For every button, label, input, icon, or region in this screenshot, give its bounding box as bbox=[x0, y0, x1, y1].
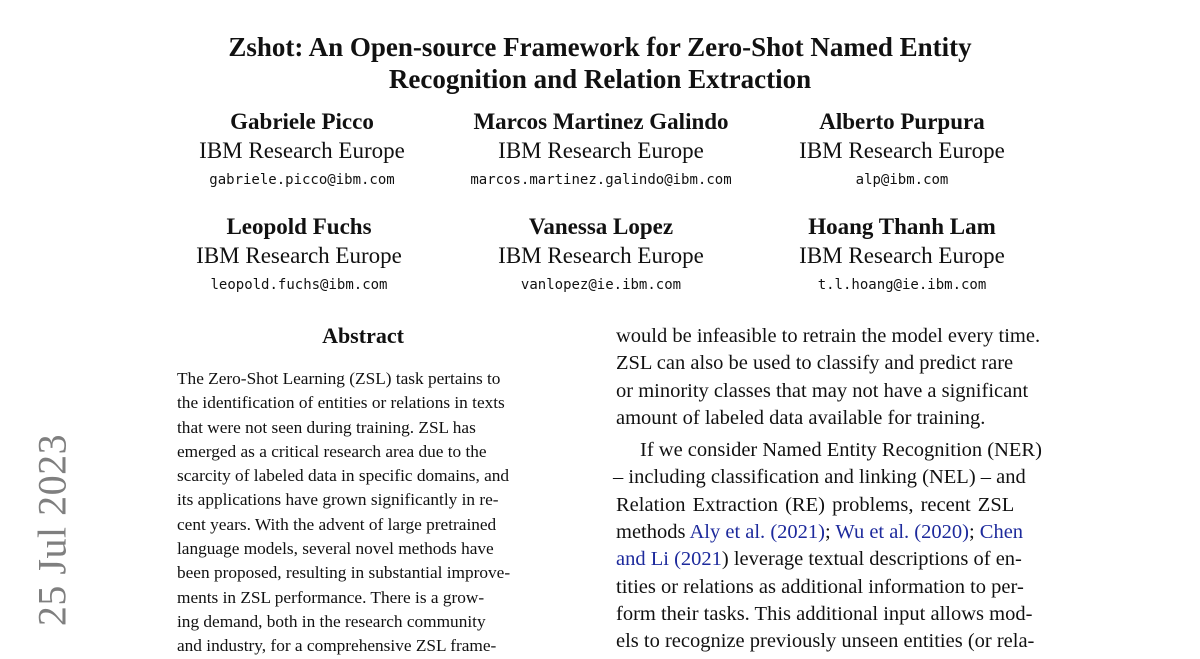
abstract-line: scarcity of labeled data in specific domains, and bbox=[177, 466, 510, 486]
author-email: gabriele.picco@ibm.com bbox=[209, 172, 395, 188]
author-affiliation: IBM Research Europe bbox=[799, 243, 1005, 268]
author-name: Gabriele Picco bbox=[230, 109, 374, 134]
author-name: Hoang Thanh Lam bbox=[808, 214, 996, 239]
abstract-line: the identification of entities or relations in texts bbox=[177, 393, 505, 413]
author-affiliation: IBM Research Europe bbox=[199, 138, 405, 163]
author-block bbox=[441, 213, 761, 299]
author-block bbox=[441, 108, 761, 194]
citation-year: 2020 bbox=[921, 521, 963, 544]
citation-link-chen[interactable] bbox=[980, 521, 1023, 543]
body-line bbox=[616, 546, 1060, 573]
abstract-line: emerged as a critical research area due to the bbox=[177, 441, 487, 461]
body-line: – including classification and linking (NEL) – and bbox=[613, 466, 1026, 489]
author-affiliation: IBM Research Europe bbox=[498, 138, 704, 163]
title-line-1: Zshot: An Open-source Framework for Zero-Shot Named Entity bbox=[228, 32, 972, 62]
abstract-line: and industry, for a comprehensive ZSL frame- bbox=[177, 636, 497, 656]
abstract-line: been proposed, resulting in substantial improve- bbox=[177, 563, 511, 583]
citation-author: and Li bbox=[616, 548, 669, 571]
abstract-line: ing demand, both in the research community bbox=[177, 611, 486, 631]
abstract-line: The Zero-Shot Learning (ZSL) task pertains to bbox=[177, 369, 501, 388]
body-line: tities or relations as additional information to per- bbox=[616, 575, 1024, 598]
body-line: form their tasks. This additional input allows mod- bbox=[616, 602, 1033, 625]
body-line: methods Aly et al. (2021); Wu et al. (2020); Chen bbox=[616, 521, 1024, 544]
body-line: ZSL can also be used to classify and predict rare bbox=[616, 352, 1014, 375]
abstract-line: ments in ZSL performance. There is a grow- bbox=[177, 587, 485, 607]
body-text: Relation Extraction (RE) problems, recent ZSL bbox=[616, 493, 1015, 516]
author-block bbox=[742, 213, 1062, 299]
author-affiliation: IBM Research Europe bbox=[799, 138, 1005, 163]
abstract-line: that were not seen during training. ZSL has bbox=[177, 417, 476, 437]
citation-author: Aly et al. bbox=[689, 521, 766, 544]
citation-author: Wu et al. bbox=[835, 521, 910, 544]
body-right-column bbox=[613, 323, 1060, 656]
citation-year: 2021 bbox=[680, 548, 722, 571]
author-email: marcos.martinez.galindo@ibm.com bbox=[470, 172, 732, 188]
body-line bbox=[616, 492, 1060, 519]
citation-link-chen-cont[interactable]: and Li (2021 bbox=[616, 548, 722, 571]
author-email: alp@ibm.com bbox=[855, 172, 949, 188]
author-name: Alberto Purpura bbox=[819, 109, 985, 134]
author-block bbox=[142, 108, 462, 194]
abstract-body bbox=[177, 367, 549, 659]
citation-link-wu[interactable]: Wu et al. (2020) bbox=[835, 521, 969, 544]
title-line-2: Recognition and Relation Extraction bbox=[388, 64, 812, 94]
author-block bbox=[742, 108, 1062, 194]
author-name: Marcos Martinez Galindo bbox=[473, 109, 729, 134]
author-block bbox=[139, 213, 459, 299]
author-affiliation: IBM Research Europe bbox=[196, 243, 402, 268]
body-line: would be infeasible to retrain the model every time. bbox=[616, 325, 1041, 347]
author-email: leopold.fuchs@ibm.com bbox=[210, 277, 388, 293]
body-line bbox=[616, 437, 1060, 464]
body-text: methods bbox=[616, 521, 690, 544]
body-line: amount of labeled data available for training. bbox=[616, 406, 986, 429]
paper-title bbox=[150, 31, 1050, 95]
arxiv-date-stamp: 25 Jul 2023 bbox=[29, 433, 75, 627]
citation-link-aly[interactable]: Aly et al. (2021) bbox=[689, 521, 825, 544]
abstract-line: its applications have grown significantly in re- bbox=[177, 490, 499, 510]
body-line: els to recognize previously unseen entities (or rela- bbox=[616, 630, 1035, 653]
body-text: ) leverage textual descriptions of en- bbox=[721, 548, 1022, 571]
abstract-line: cent years. With the advent of large pretrained bbox=[177, 514, 497, 534]
author-email: vanlopez@ie.ibm.com bbox=[520, 277, 682, 293]
abstract-heading: Abstract bbox=[322, 323, 404, 348]
abstract-line: language models, several novel methods have bbox=[177, 539, 494, 559]
citation-author: Chen bbox=[979, 521, 1024, 544]
body-text: If we consider Named Entity Recognition (NER) bbox=[640, 439, 1042, 462]
author-affiliation: IBM Research Europe bbox=[498, 243, 704, 268]
author-name: Vanessa Lopez bbox=[528, 214, 674, 239]
author-email: t.l.hoang@ie.ibm.com bbox=[817, 277, 987, 293]
citation-year: 2021 bbox=[777, 521, 819, 544]
body-line: or minority classes that may not have a significant bbox=[616, 379, 1029, 402]
author-name: Leopold Fuchs bbox=[226, 214, 372, 239]
